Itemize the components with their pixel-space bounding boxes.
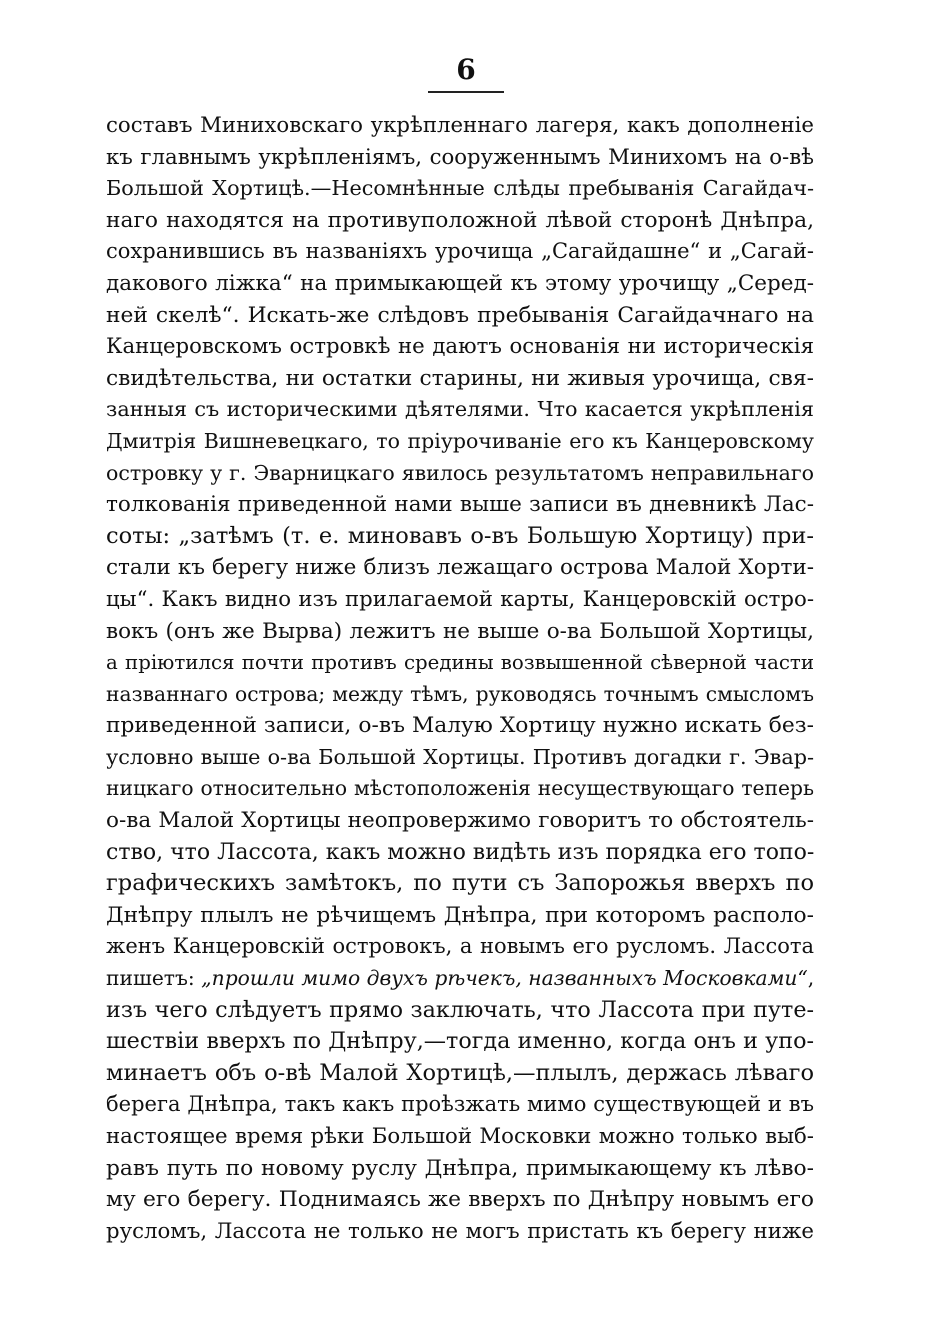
text-line: шествіи вверхъ по Днѣпру,—тогда именно, когда онъ и упо- — [106, 1028, 814, 1055]
text-line: настоящее время рѣки Большой Московки можно только выб- — [106, 1124, 814, 1149]
page-number: 6 — [456, 53, 476, 86]
text-line: ней скелѣ“. Искать-же слѣдовъ пребыванія Сагайдачнаго на — [106, 302, 814, 328]
text-line: а пріютился почти противъ средины возвышенной сѣверной части — [106, 651, 814, 675]
text-line: графическихъ замѣтокъ, по пути съ Запорожья вверхъ по — [106, 870, 814, 897]
text-line: ницкаго относительно мѣстоположенія несуществующаго теперь — [106, 776, 814, 801]
text-line: островку у г. Эварницкаго явилось результатомъ неправильнаго — [106, 460, 814, 485]
text-line: изъ чего слѣдуетъ прямо заключать, что Лассота при путе- — [106, 996, 814, 1023]
text-line: ство, что Лассота, какъ можно видѣть изъ порядка его топо- — [106, 839, 814, 865]
body-text — [106, 110, 814, 1247]
text-line: Канцеровскомъ островкѣ не даютъ основанія ни историческія — [106, 334, 814, 360]
text-line: сохранившись въ названіяхъ урочища „Сагайдашне“ и „Сагай- — [106, 239, 814, 264]
text-line: русломъ, Лассота не только не могъ пристать къ берегу ниже — [106, 1218, 814, 1244]
text-line: равъ путь по новому руслу Днѣпра, примыкающему къ лѣво- — [106, 1155, 814, 1181]
text-line: Дмитрія Вишневецкаго, то пріурочиваніе его къ Канцеровскому — [106, 428, 814, 453]
text-line-with-quote — [106, 963, 814, 995]
text-line: наго находятся на противуположной лѣвой сторонѣ Днѣпра, — [106, 207, 814, 233]
text-line: Днѣпру плылъ не рѣчищемъ Днѣпра, при которомъ располо- — [106, 902, 814, 928]
text-line: толкованія приведенной нами выше записи въ дневникѣ Лас- — [106, 492, 814, 518]
text-line: соты: „затѣмъ (т. е. миновавъ о-въ Большую Хортицу) при- — [106, 522, 814, 549]
text-line: названнаго острова; между тѣмъ, руководясь точнымъ смысломъ — [106, 681, 814, 706]
text-line: приведенной записи, о-въ Малую Хортицу нужно искать без- — [106, 713, 814, 739]
text-line: женъ Канцеровскій островокъ, а новымъ его русломъ. Лассота — [106, 934, 814, 959]
text-line: вокъ (онъ же Вырва) лежитъ не выше о-ва Большой Хортицы, — [106, 618, 814, 644]
text-line: берега Днѣпра, такъ какъ проѣзжать мимо существующей и въ — [106, 1092, 814, 1117]
text-line: составъ Миниховскаго укрѣпленнаго лагеря, какъ дополненіе — [106, 113, 814, 138]
text-line: дакового ліжка“ на примыкающей къ этому урочищу „Серед- — [106, 270, 814, 296]
text-line: цы“. Какъ видно изъ прилагаемой карты, Канцеровскій остро- — [106, 586, 814, 612]
text-line: минаетъ объ о-вѣ Малой Хортицѣ,—плылъ, держась лѣваго — [106, 1059, 814, 1086]
text-line: му его берегу. Поднимаясь же вверхъ по Днѣпру новымъ его — [106, 1187, 814, 1213]
text-line: условно выше о-ва Большой Хортицы. Противъ догадки г. Эвар- — [106, 744, 814, 769]
text-line: Большой Хортицѣ.—Несомнѣнные слѣды пребыванія Сагайдач- — [106, 176, 814, 201]
text-line: о-ва Малой Хортицы неопровержимо говоритъ то обстоятель- — [106, 808, 814, 834]
page-number-rule — [428, 91, 504, 93]
text-line: занныя съ историческими дѣятелями. Что касается укрѣпленія — [106, 397, 814, 422]
italic-quote: „прошли мимо двухъ рѣчекъ, названныхъ Московками“ — [201, 966, 808, 991]
text-line: стали къ берегу ниже близъ лежащаго острова Малой Хорти- — [106, 555, 814, 581]
line-after-quote: , — [807, 966, 814, 991]
text-line: къ главнымъ укрѣпленіямъ, сооруженнымъ Минихомъ на о-вѣ — [106, 144, 814, 170]
text-line: свидѣтельства, ни остатки старины, ни живыя урочища, свя- — [106, 365, 814, 391]
line-before-quote: пишетъ: — [106, 966, 202, 991]
